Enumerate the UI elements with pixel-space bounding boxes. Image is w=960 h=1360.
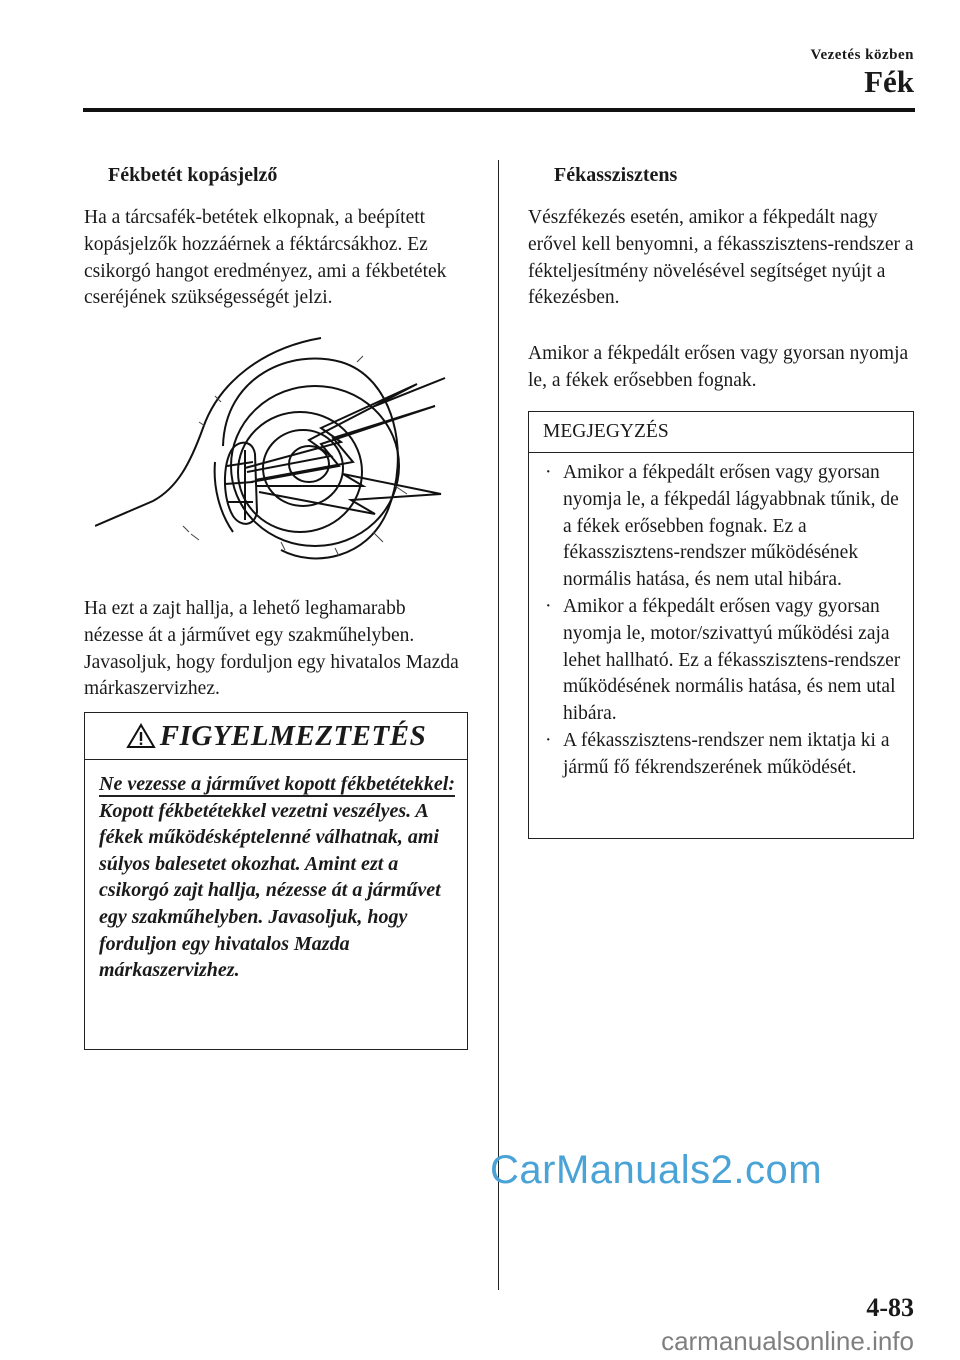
note-header — [529, 412, 913, 453]
warning-triangle-icon — [126, 723, 156, 749]
wear-indicator-advice: Ha ezt a zajt hallja, a lehető leghamarabb nézesse át a járművet egy szakműhelyben. Javasoljuk, hogy forduljon egy hivatalos Mazda márkaszervizhez. — [84, 598, 459, 700]
note-box — [528, 411, 914, 839]
bullet-icon: · — [545, 595, 552, 617]
warning-subheading: Ne vezesse a járművet kopott fékbetétekkel: — [99, 773, 455, 795]
brake-assist-para-1: Vészfékezés esetén, amikor a fékpedált nagy erővel kell benyomni, a fékasszisztens-rendszer a fékteljesítmény növelésével segítséget nyújt a fékezésben. — [528, 207, 914, 309]
watermark-logo: CarManuals2.com — [490, 1148, 823, 1192]
note-item: · A fékasszisztens-rendszer nem iktatja ki a jármű fő fékrendszerének működését. — [545, 729, 890, 778]
site-watermark: carmanualsonline.info — [661, 1326, 914, 1356]
warning-header — [85, 713, 467, 760]
brake-pad-wear-illustration — [95, 336, 465, 564]
note-title: MEGJEGYZÉS — [543, 421, 669, 442]
wear-indicator-heading: Fékbetét kopásjelző — [108, 164, 278, 186]
page-number: 4-83 — [866, 1293, 914, 1322]
section-title: Fék — [864, 64, 914, 99]
brake-assist-para-2: Amikor a fékpedált erősen vagy gyorsan nyomja le, a fékek erősebben fognak. — [528, 343, 909, 391]
bullet-icon: · — [545, 729, 552, 751]
note-item: · Amikor a fékpedált erősen vagy gyorsan nyomja le, motor/szivattyú működési zaja lehet hallható. Ez a fékasszisztens-rendszer működésének normális hatása, és nem utal hibára. — [545, 595, 901, 725]
warning-body — [99, 771, 455, 984]
bullet-icon: · — [545, 462, 552, 483]
note-list — [543, 460, 905, 782]
column-divider — [498, 160, 499, 1290]
warning-text: Kopott fékbetétekkel vezetni veszélyes. A fékek működésképtelenné válhatnak, ami súlyos balesetet okozhat. Amint ezt a csikorgó zajt hallja, nézesse át a járművet egy szakműhelyben. Javasoljuk, hogy forduljon egy hivatalos Mazda márkaszervizhez. — [99, 799, 441, 982]
header-rule — [83, 108, 915, 112]
section-label: Vezetés közben — [810, 47, 914, 63]
brake-assist-heading: Fékasszisztens — [554, 164, 678, 186]
wear-indicator-intro: Ha a tárcsafék-betétek elkopnak, a beépített kopásjelzők hozzáérnek a féktárcsákhoz. Ez csikorgó hangot eredményez, ami a fékbetétek cseréjének szükségességét jelzi. — [84, 207, 447, 309]
warning-box — [84, 712, 468, 1050]
warning-title: FIGYELMEZTETÉS — [159, 719, 427, 752]
note-item: · Amikor a fékpedált erősen vagy gyorsan nyomja le, a fékpedál lágyabbnak tűnik, de a fékek erősebben fognak. Ez a fékasszisztens-rendszer működésének normális hatása, és nem utal hibára. — [545, 462, 899, 591]
